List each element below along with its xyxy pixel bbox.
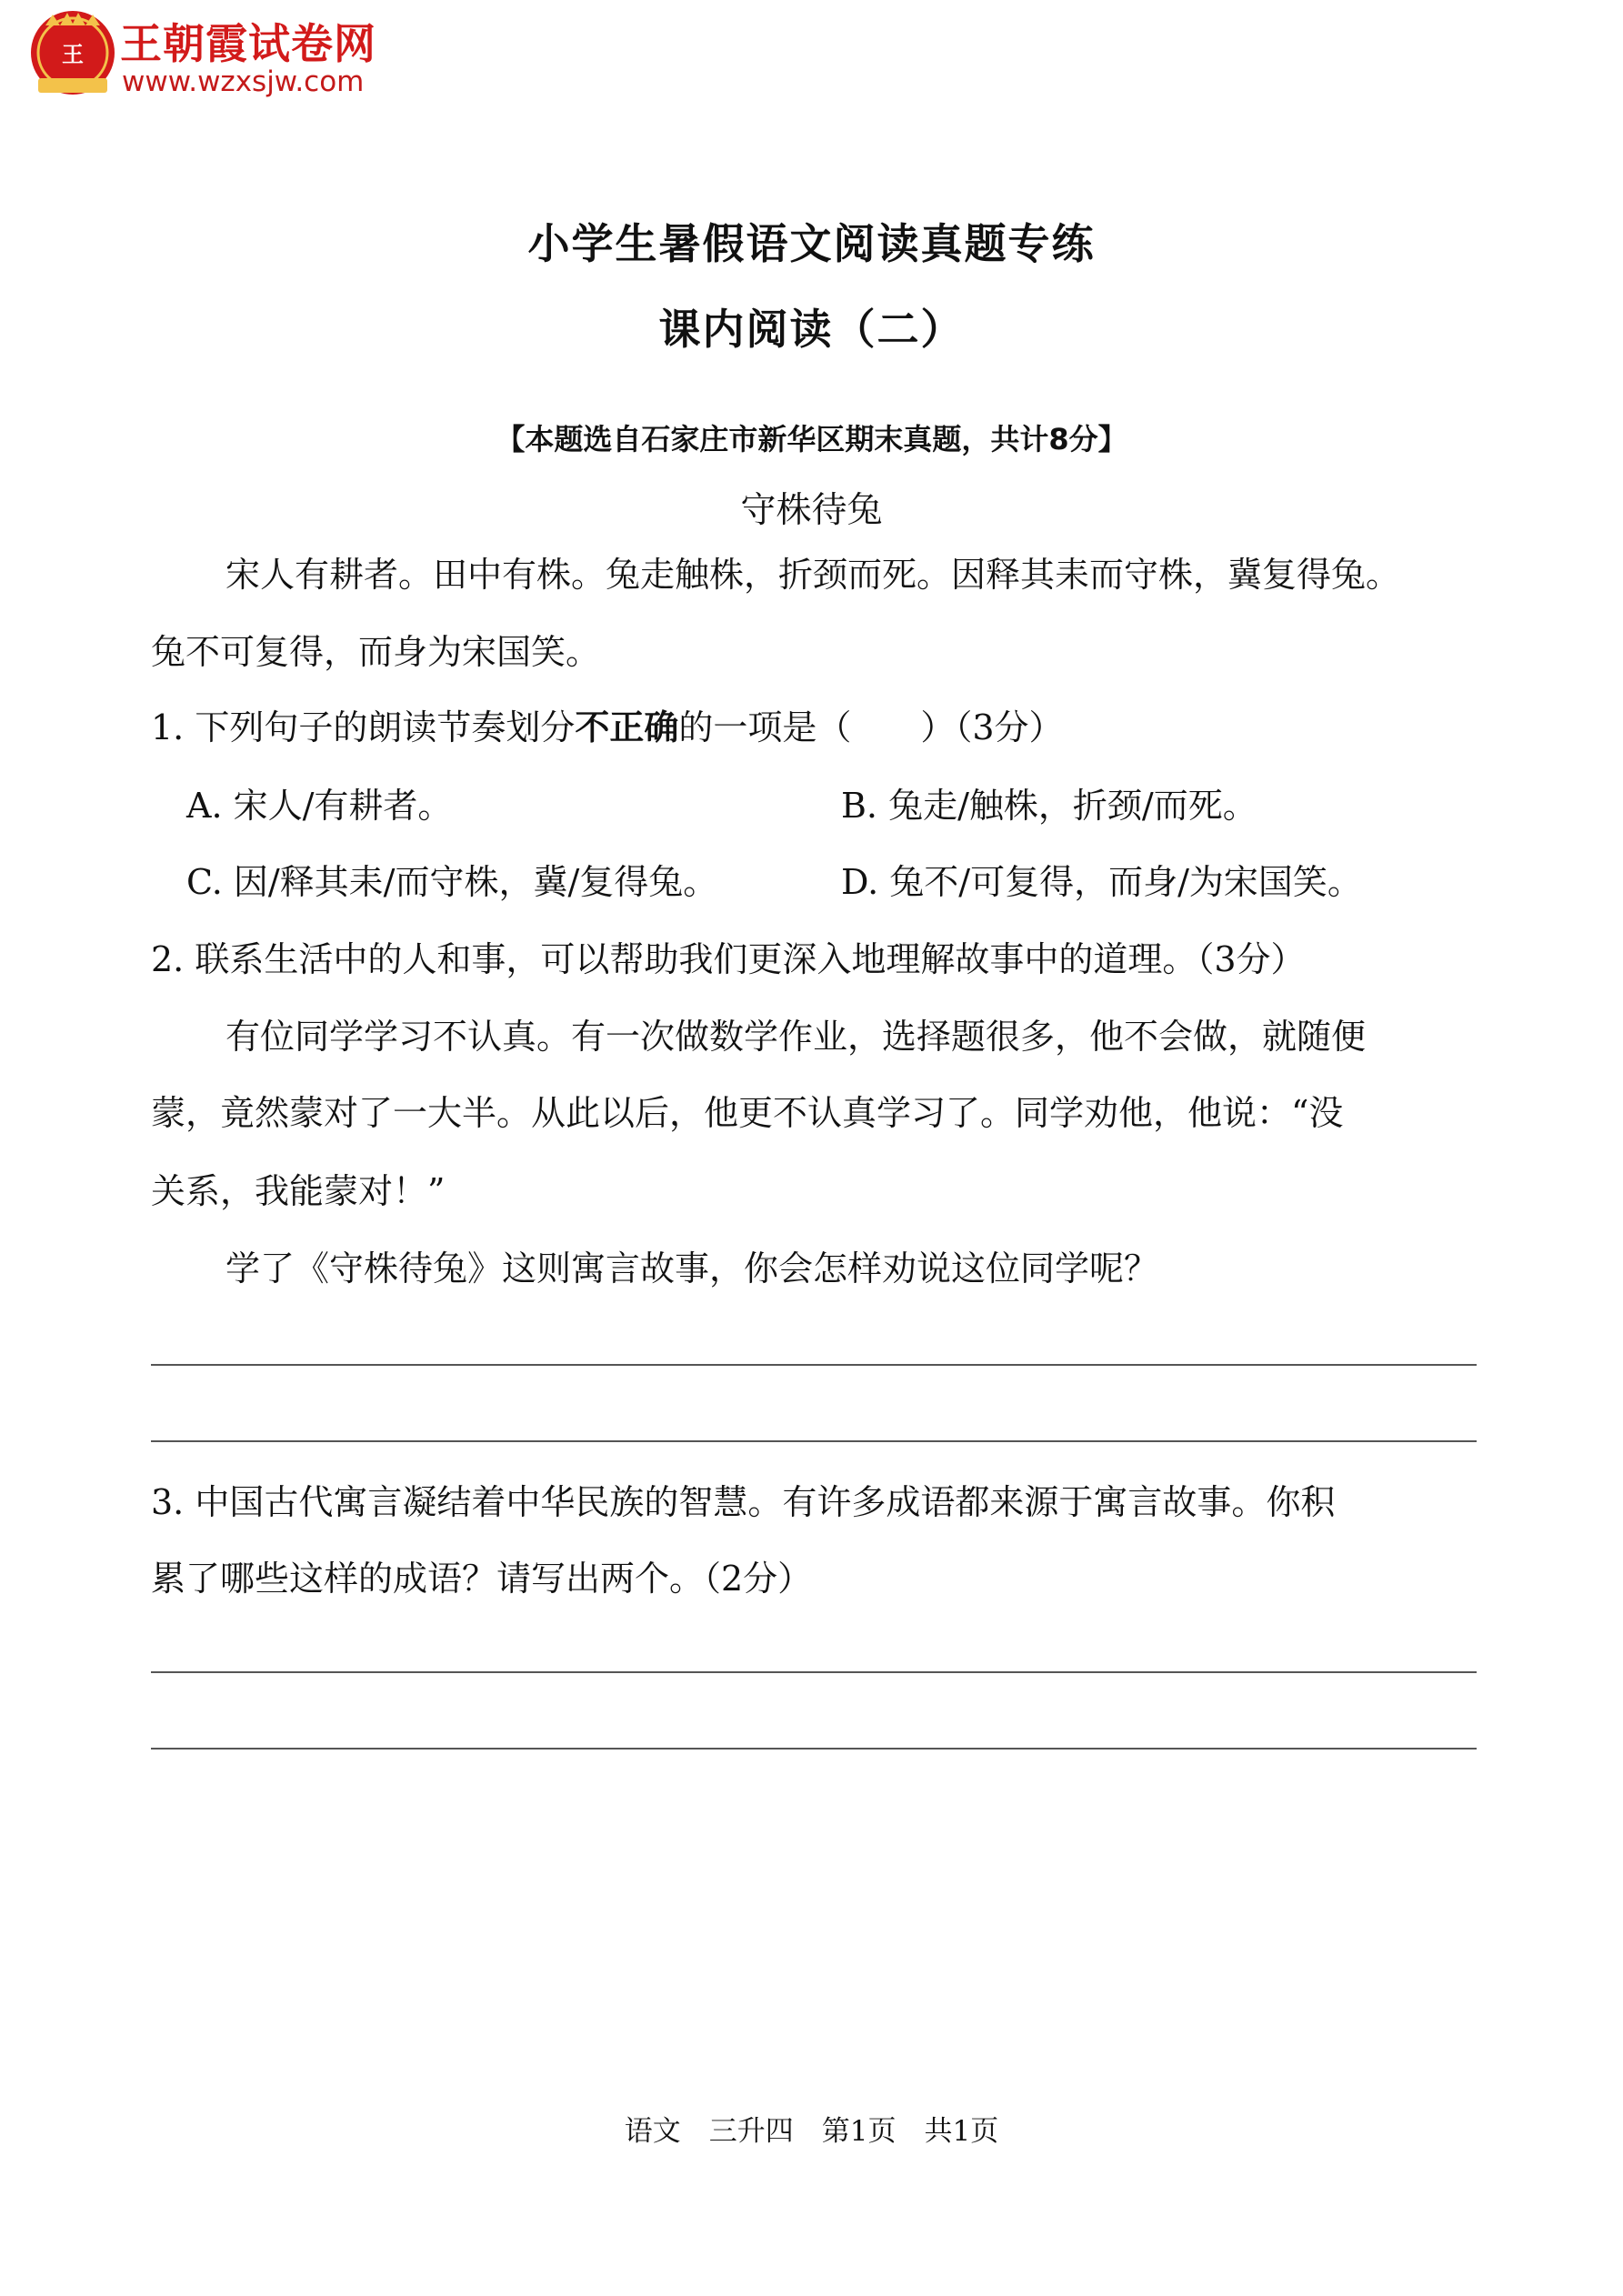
- svg-text:王: 王: [62, 42, 84, 67]
- option-d: D. 兔不/可复得，而身/为宋国笑。: [841, 862, 1362, 902]
- site-logo: [25, 7, 407, 107]
- answer-line[interactable]: [151, 1364, 1477, 1366]
- option-b: B. 兔走/触株，折颈/而死。: [841, 786, 1257, 826]
- question-3-stem: 3. 中国古代寓言凝结着中华民族的智慧。有许多成语都来源于寓言故事。你积: [151, 1482, 1336, 1522]
- question-1-suffix: 的一项是（ ）（3分）: [678, 707, 1064, 747]
- question-2-story-line: 关系，我能蒙对！”: [151, 1171, 446, 1211]
- passage-line: 兔不可复得，而身为宋国笑。: [151, 632, 601, 672]
- question-1-prefix: 1. 下列句子的朗读节奏划分: [151, 707, 576, 747]
- question-1-stem: [151, 709, 1064, 747]
- question-2-stem: 2. 联系生活中的人和事，可以帮助我们更深入地理解故事中的道理。（3分）: [151, 939, 1306, 979]
- seal-logo-icon: [25, 7, 120, 102]
- answer-line[interactable]: [151, 1671, 1477, 1673]
- answer-line[interactable]: [151, 1440, 1477, 1442]
- brand-url[interactable]: www.wzxsjw.com: [122, 65, 365, 98]
- page-subtitle: 课内阅读（二）: [658, 305, 965, 354]
- brand-name: 王朝霞试卷网: [120, 19, 376, 68]
- question-3-stem: 累了哪些这样的成语？请写出两个。（2分）: [151, 1559, 813, 1599]
- question-2-story-line: 有位同学学习不认真。有一次做数学作业，选择题很多，他不会做，就随便: [225, 1017, 1367, 1057]
- question-2-story-line: 蒙，竟然蒙对了一大半。从此以后，他更不认真学习了。同学劝他，他说：“没: [151, 1093, 1344, 1133]
- question-1-emphasis: 不正确: [575, 707, 679, 747]
- option-a: A. 宋人/有耕者。: [186, 786, 453, 826]
- passage-line: 宋人有耕者。田中有株。兔走触株，折颈而死。因释其耒而守株，冀复得兔。: [225, 555, 1401, 595]
- page-title: 小学生暑假语文阅读真题专练: [527, 219, 1096, 268]
- option-c: C. 因/释其耒/而守株，冀/复得兔。: [186, 862, 718, 902]
- page-footer: 语文 三升四 第1页 共1页: [624, 2115, 999, 2148]
- source-note: 【本题选自石家庄市新华区期末真题，共计8分】: [496, 422, 1127, 456]
- question-2-prompt: 学了《守株待兔》这则寓言故事，你会怎样劝说这位同学呢？: [225, 1248, 1159, 1288]
- passage-title: 守株待兔: [740, 490, 883, 531]
- answer-line[interactable]: [151, 1748, 1477, 1750]
